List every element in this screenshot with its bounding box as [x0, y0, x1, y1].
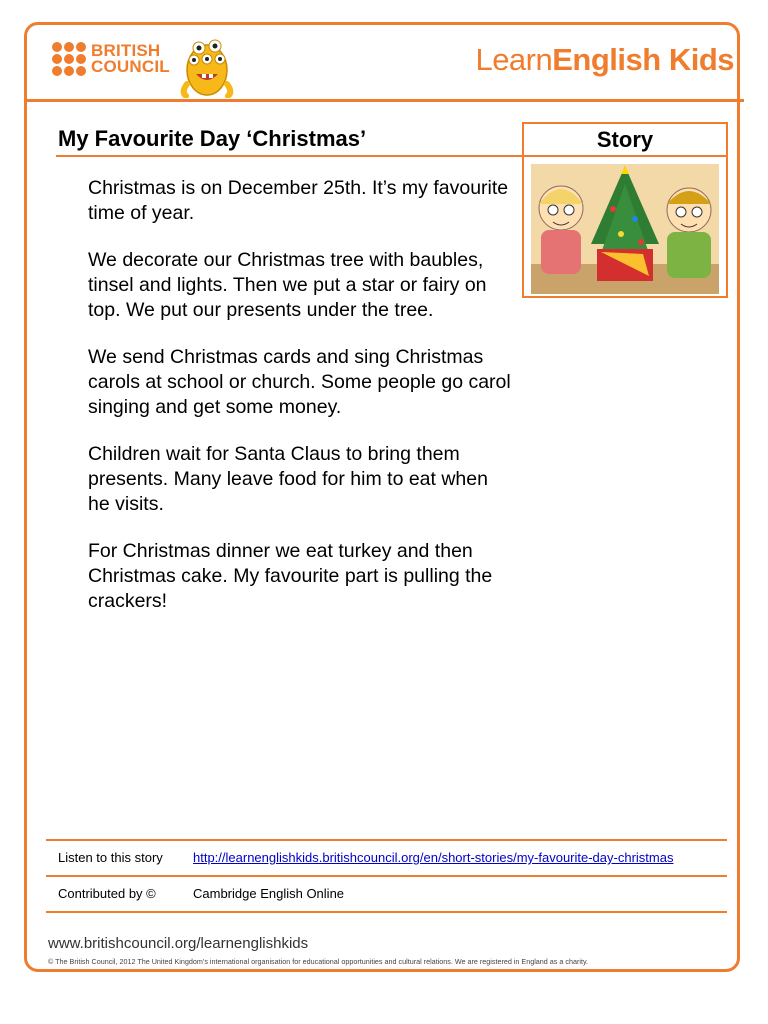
british-council-dots-icon	[52, 42, 86, 76]
learnenglish-kids-logo	[475, 42, 734, 78]
story-paragraph: We send Christmas cards and sing Christmas carols at school or church. Some people go carol singing and get some money.	[88, 346, 511, 418]
brand-light: Learn	[475, 42, 553, 77]
story-divider	[524, 155, 726, 157]
contributed-label: Contributed by ©	[58, 886, 156, 901]
story-text	[88, 176, 513, 636]
monster-mascot-icon	[178, 34, 236, 98]
header-divider	[26, 99, 744, 102]
story-paragraph: Christmas is on December 25th. It’s my favourite time of year.	[88, 177, 509, 224]
site-url: www.britishcouncil.org/learnenglishkids	[48, 935, 309, 952]
listen-label: Listen to this story	[58, 850, 163, 865]
british-council-logo	[52, 42, 170, 76]
title-underline	[56, 155, 522, 157]
listen-link[interactable]: http://learnenglishkids.britishcouncil.org/en/short-stories/my-favourite-day-christmas	[193, 850, 674, 865]
story-box	[522, 122, 728, 298]
logo-line-2: COUNCIL	[91, 57, 170, 76]
story-label: Story	[596, 127, 654, 152]
contributed-value: Cambridge English Online	[193, 886, 345, 901]
logo-line-1: BRITISH	[91, 41, 161, 60]
story-paragraph: We decorate our Christmas tree with baubles, tinsel and lights. Then we put a star or fairy on top. We put our presents under the tree.	[88, 249, 487, 321]
brand-bold: English Kids	[552, 42, 734, 77]
footer-table	[46, 839, 727, 913]
story-paragraph: For Christmas dinner we eat turkey and then Christmas cake. My favourite part is pulling the crackers!	[88, 540, 493, 612]
christmas-children-illustration	[531, 164, 719, 294]
copyright-notice: © The British Council, 2012 The United Kingdom’s international organisation for educational opportunities and cultural relations. We are registered in England as a charity.	[48, 957, 589, 966]
listen-row	[46, 839, 727, 875]
page-title: My Favourite Day ‘Christmas’	[58, 126, 367, 151]
contributed-row	[46, 875, 727, 913]
story-paragraph: Children wait for Santa Claus to bring them presents. Many leave food for him to eat when he visits.	[88, 443, 488, 515]
